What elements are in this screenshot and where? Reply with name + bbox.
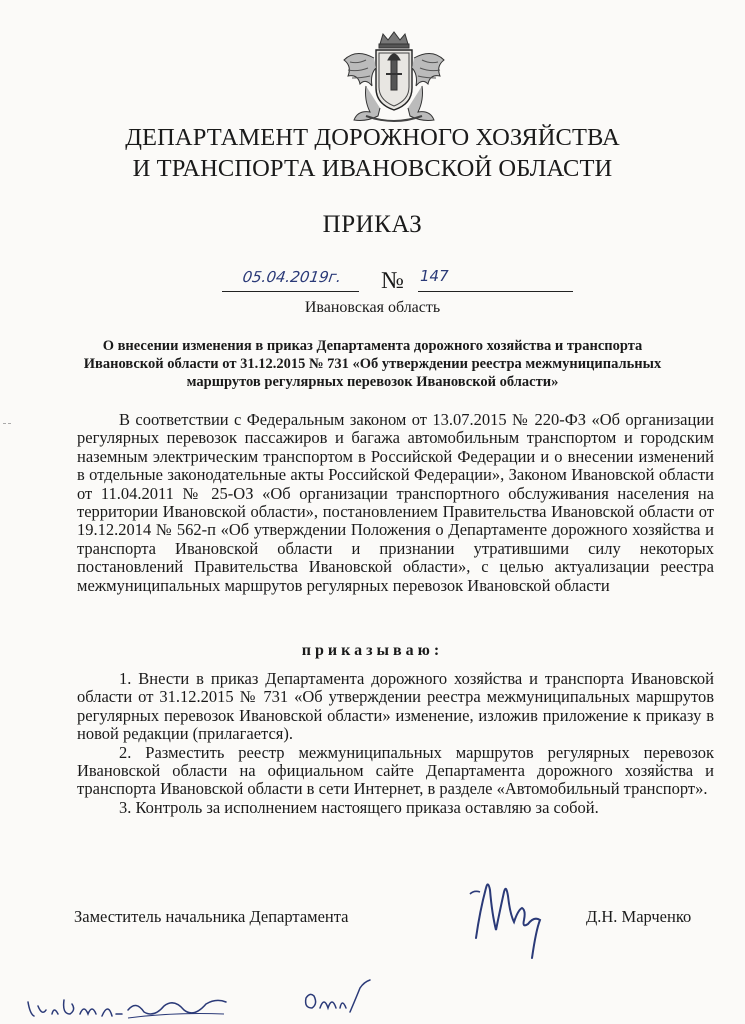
- department-name-line1: ДЕПАРТАМЕНТ ДОРОЖНОГО ХОЗЯЙСТВА: [125, 124, 620, 151]
- subject-line2: Ивановской области от 31.12.2015 № 731 «Об утверждении реестра межмуниципальных: [83, 356, 662, 372]
- order-item-2: 2. Разместить реестр межмуниципальных маршрутов регулярных перевозок Ивановской области на официальном сайте Департамента дорожного хозяйства и транспорта Ивановской области в сети Интернет, в разделе «Автомобильный транспорт».: [77, 742, 714, 799]
- region-label: Ивановская область: [304, 299, 441, 316]
- subject-line1: О внесении изменения в приказ Департамента дорожного хозяйства и транспорта: [102, 338, 643, 354]
- preamble-paragraph: В соответствии с Федеральным законом от 13.07.2015 № 220-ФЗ «Об организации регулярных перевозок пассажиров и багажа автомобильным транспортом и городским наземным электрическим транспортом в Российской Федерации и о внесении изменений в отдельные законодательные акты Российской Федерации», Законом Ивановской области от 11.04.2011 № 25-ОЗ «Об организации транспортного обслуживания населения на территории Ивановской области», постановлением Правительства Ивановской области от 19.12.2014 № 562-п «Об утверждении Положения о Департаменте дорожного хозяйства и транспорта Ивановской области и признании утратившими силу некоторых постановлений Правительства Ивановской области», с целью актуализации реестра межмуниципальных маршрутов регулярных перевозок Ивановской области: [77, 410, 714, 595]
- order-subject: [0, 337, 745, 391]
- handwritten-note-right: [300, 978, 382, 1018]
- date-underline: [222, 291, 359, 292]
- handwritten-signature: [462, 870, 560, 962]
- number-underline: [418, 291, 573, 292]
- department-name: [0, 122, 745, 184]
- signer-position: Заместитель начальника Департамента: [74, 907, 349, 926]
- subject-line3: маршрутов регулярных перевозок Ивановской области»: [186, 374, 559, 390]
- document-type: ПРИКАЗ: [322, 211, 423, 238]
- margin-mark: [3, 423, 11, 428]
- handwritten-note-left: [24, 992, 230, 1022]
- order-item-1: 1. Внести в приказ Департамента дорожного хозяйства и транспорта Ивановской области от 31.12.2015 № 731 «Об утверждении реестра межмуниципальных маршрутов регулярных перевозок Ивановской области» изменение, изложив приложение к приказу в новой редакции (прилагается).: [77, 669, 714, 744]
- order-number: 147: [420, 267, 449, 285]
- order-items: [77, 670, 714, 817]
- number-sign: №: [381, 268, 404, 294]
- coat-of-arms-icon: [336, 30, 452, 126]
- order-item-3: 3. Контроль за исполнением настоящего приказа оставляю за собой.: [119, 797, 599, 817]
- department-name-line2: И ТРАНСПОРТА ИВАНОВСКОЙ ОБЛАСТИ: [132, 155, 613, 182]
- decree-heading: приказываю:: [301, 642, 444, 659]
- signer-name: Д.Н. Марченко: [586, 907, 692, 926]
- order-date: 05.04.2019г.: [241, 268, 343, 286]
